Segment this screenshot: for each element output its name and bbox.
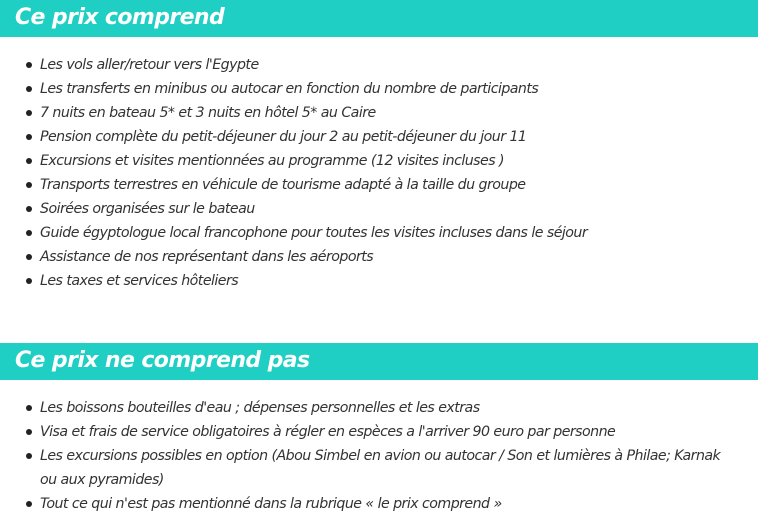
list-item (0, 197, 758, 221)
list-item (0, 125, 758, 149)
list-item (0, 396, 758, 420)
list-item (0, 492, 758, 516)
bullet-icon (26, 453, 32, 459)
list-item (0, 444, 758, 492)
bullet-icon (26, 254, 32, 260)
bullet-icon (26, 405, 32, 411)
bullet-icon (26, 501, 32, 507)
list-item-text: Les vols aller/retour vers l'Egypte (40, 57, 259, 73)
price-includes-list (0, 53, 758, 293)
list-item-text: Soirées organisées sur le bateau (40, 201, 255, 217)
bullet-icon (26, 158, 32, 164)
price-includes-title: Ce prix comprend (15, 4, 225, 30)
list-item-text: Tout ce qui n'est pas mentionné dans la rubrique « le prix comprend » (40, 496, 502, 512)
list-item-text: Pension complète du petit-déjeuner du jour 2 au petit-déjeuner du jour 11 (40, 129, 527, 145)
list-item (0, 149, 758, 173)
price-includes-header (0, 0, 758, 37)
bullet-icon (26, 110, 32, 116)
list-item (0, 101, 758, 125)
bullet-icon (26, 134, 32, 140)
bullet-icon (26, 230, 32, 236)
list-item-text: Visa et frais de service obligatoires à régler en espèces a l'arriver 90 euro par personne (40, 424, 616, 440)
price-excludes-section (0, 343, 758, 516)
list-item (0, 77, 758, 101)
bullet-icon (26, 429, 32, 435)
list-item (0, 173, 758, 197)
list-item-text: Guide égyptologue local francophone pour toutes les visites incluses dans le séjour (40, 225, 588, 241)
price-excludes-list (0, 396, 758, 516)
bullet-icon (26, 62, 32, 68)
list-item-text: Les boissons bouteilles d'eau ; dépenses personnelles et les extras (40, 400, 480, 416)
list-item-text: Excursions et visites mentionnées au programme (12 visites incluses ) (40, 153, 504, 169)
list-item (0, 53, 758, 77)
list-item (0, 420, 758, 444)
list-item-text: Les transferts en minibus ou autocar en fonction du nombre de participants (40, 81, 539, 97)
bullet-icon (26, 182, 32, 188)
price-excludes-title: Ce prix ne comprend pas (15, 347, 310, 373)
bullet-icon (26, 86, 32, 92)
bullet-icon (26, 206, 32, 212)
price-excludes-header (0, 343, 758, 380)
list-item (0, 245, 758, 269)
list-item (0, 269, 758, 293)
list-item-text: Assistance de nos représentant dans les aéroports (40, 249, 374, 265)
bullet-icon (26, 278, 32, 284)
list-item-text: Les taxes et services hôteliers (40, 273, 239, 289)
list-item (0, 221, 758, 245)
list-item-text: Les excursions possibles en option (Abou Simbel en avion ou autocar / Son et lumières à Philae; Karnak ou aux pyramides) (40, 448, 721, 488)
list-item-text: Transports terrestres en véhicule de tourisme adapté à la taille du groupe (40, 177, 526, 193)
list-item-text: 7 nuits en bateau 5* et 3 nuits en hôtel 5* au Caire (40, 105, 376, 121)
